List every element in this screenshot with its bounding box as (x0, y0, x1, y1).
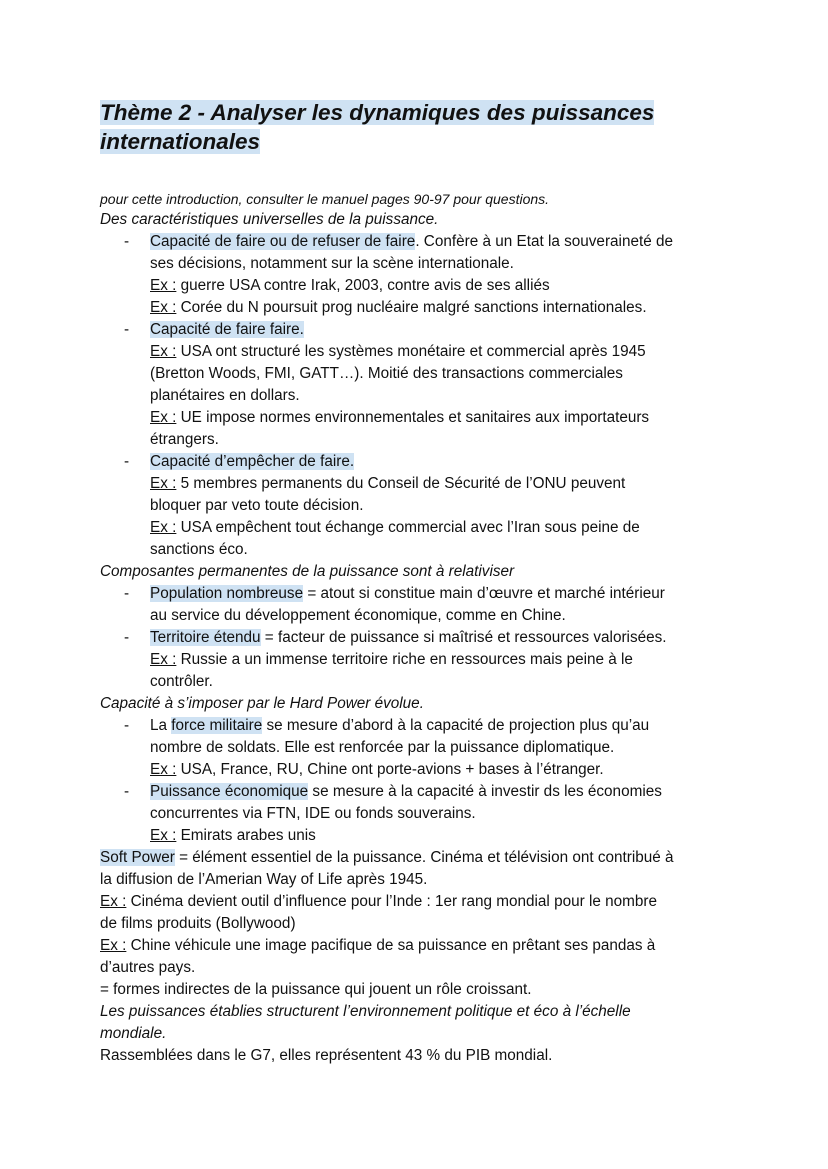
ex-label: Ex : (150, 409, 177, 426)
ex-label: Ex : (100, 937, 127, 954)
list-item: - La force militaire se mesure d’abord à la capacité de projection plus qu’au nombre de soldats. Elle est renforcée par la puissance diplomatique. Ex : USA, France, RU, Chine ont porte-avions + bases à l’étranger. (124, 717, 650, 778)
intro-note: pour cette introduction, consulter le manuel pages 90-97 pour questions. (100, 191, 550, 207)
highlight: force militaire (171, 717, 263, 734)
ex-label: Ex : (150, 343, 177, 360)
list-item: - Capacité de faire ou de refuser de faire. Confère à un Etat la souveraineté de ses décisions, notamment sur la scène internationale. Ex : guerre USA contre Irak, 2003, contre avis de ses alliés Ex : Corée du N poursuit prog nucléaire malgré sanctions internationales. (124, 233, 673, 316)
list-item: - Puissance économique se mesure à la capacité à investir ds les économies concurrentes via FTN, IDE ou fonds souverains. Ex : Emirats arabes unis (124, 783, 662, 844)
section1-heading: Des caractéristiques universelles de la puissance. (100, 211, 439, 228)
highlight: Capacité de faire faire. (150, 321, 304, 338)
ex-label: Ex : (150, 475, 177, 492)
section4-heading: Les puissances établies structurent l’environnement politique et éco à l’échelle mondiale. (100, 1003, 631, 1042)
section2-heading: Composantes permanentes de la puissance sont à relativiser (100, 563, 515, 580)
ex-label: Ex : (150, 761, 177, 778)
section3-heading: Capacité à s’imposer par le Hard Power évolue. (100, 695, 424, 712)
highlight: Capacité de faire ou de refuser de faire (150, 233, 416, 250)
title-line-2: internationales (100, 129, 261, 154)
highlight: Population nombreuse (150, 585, 304, 602)
highlight: Puissance économique (150, 783, 309, 800)
soft-power-conclusion: = formes indirectes de la puissance qui jouent un rôle croissant. (100, 981, 532, 998)
section4-text: Rassemblées dans le G7, elles représentent 43 % du PIB mondial. (100, 1047, 553, 1064)
ex-label: Ex : (100, 893, 127, 910)
ex-label: Ex : (150, 651, 177, 668)
list-item: - Population nombreuse = atout si constitue main d’œuvre et marché intérieur au service du développement économique, comme en Chine. (124, 585, 665, 624)
ex-label: Ex : (150, 299, 177, 316)
document-page (100, 98, 740, 1067)
title-line-1: Thème 2 - Analyser les dynamiques des puissances (100, 100, 655, 125)
ex-label: Ex : (150, 827, 177, 844)
ex-label: Ex : (150, 277, 177, 294)
highlight: Capacité d’empêcher de faire. (150, 453, 355, 470)
ex-label: Ex : (150, 519, 177, 536)
list-item: - Capacité de faire faire. Ex : USA ont structuré les systèmes monétaire et commercial après 1945 (Bretton Woods, FMI, GATT…). Moitié des transactions commerciales planétaires en dollars. Ex : UE impose normes environnementales et sanitaires aux importateurs étrangers. (124, 321, 650, 448)
highlight: Soft Power (100, 849, 175, 866)
soft-power-paragraph: Soft Power = élément essentiel de la puissance. Cinéma et télévision ont contribué à la diffusion de l’Amerian Way of Life après 1945. Ex : Cinéma devient outil d’influence pour l’Inde : 1er rang mondial pour le nombre de films produits (Bollywood) Ex : Chine véhicule une image pacifique de sa puissance en prêtant ses pandas à d’autres pays. = formes indirectes de la puissance qui jouent un rôle croissant. (100, 849, 674, 998)
document-title (100, 98, 740, 156)
list-item: - Capacité d’empêcher de faire. Ex : 5 membres permanents du Conseil de Sécurité de l’ONU peuvent bloquer par veto toute décision. Ex : USA empêchent tout échange commercial avec l’Iran sous peine de sanctions éco. (124, 453, 640, 558)
highlight: Territoire étendu (150, 629, 261, 646)
list-item: - Territoire étendu = facteur de puissance si maîtrisé et ressources valorisées. Ex : Russie a un immense territoire riche en ressources mais peine à le contrôler. (124, 629, 667, 690)
